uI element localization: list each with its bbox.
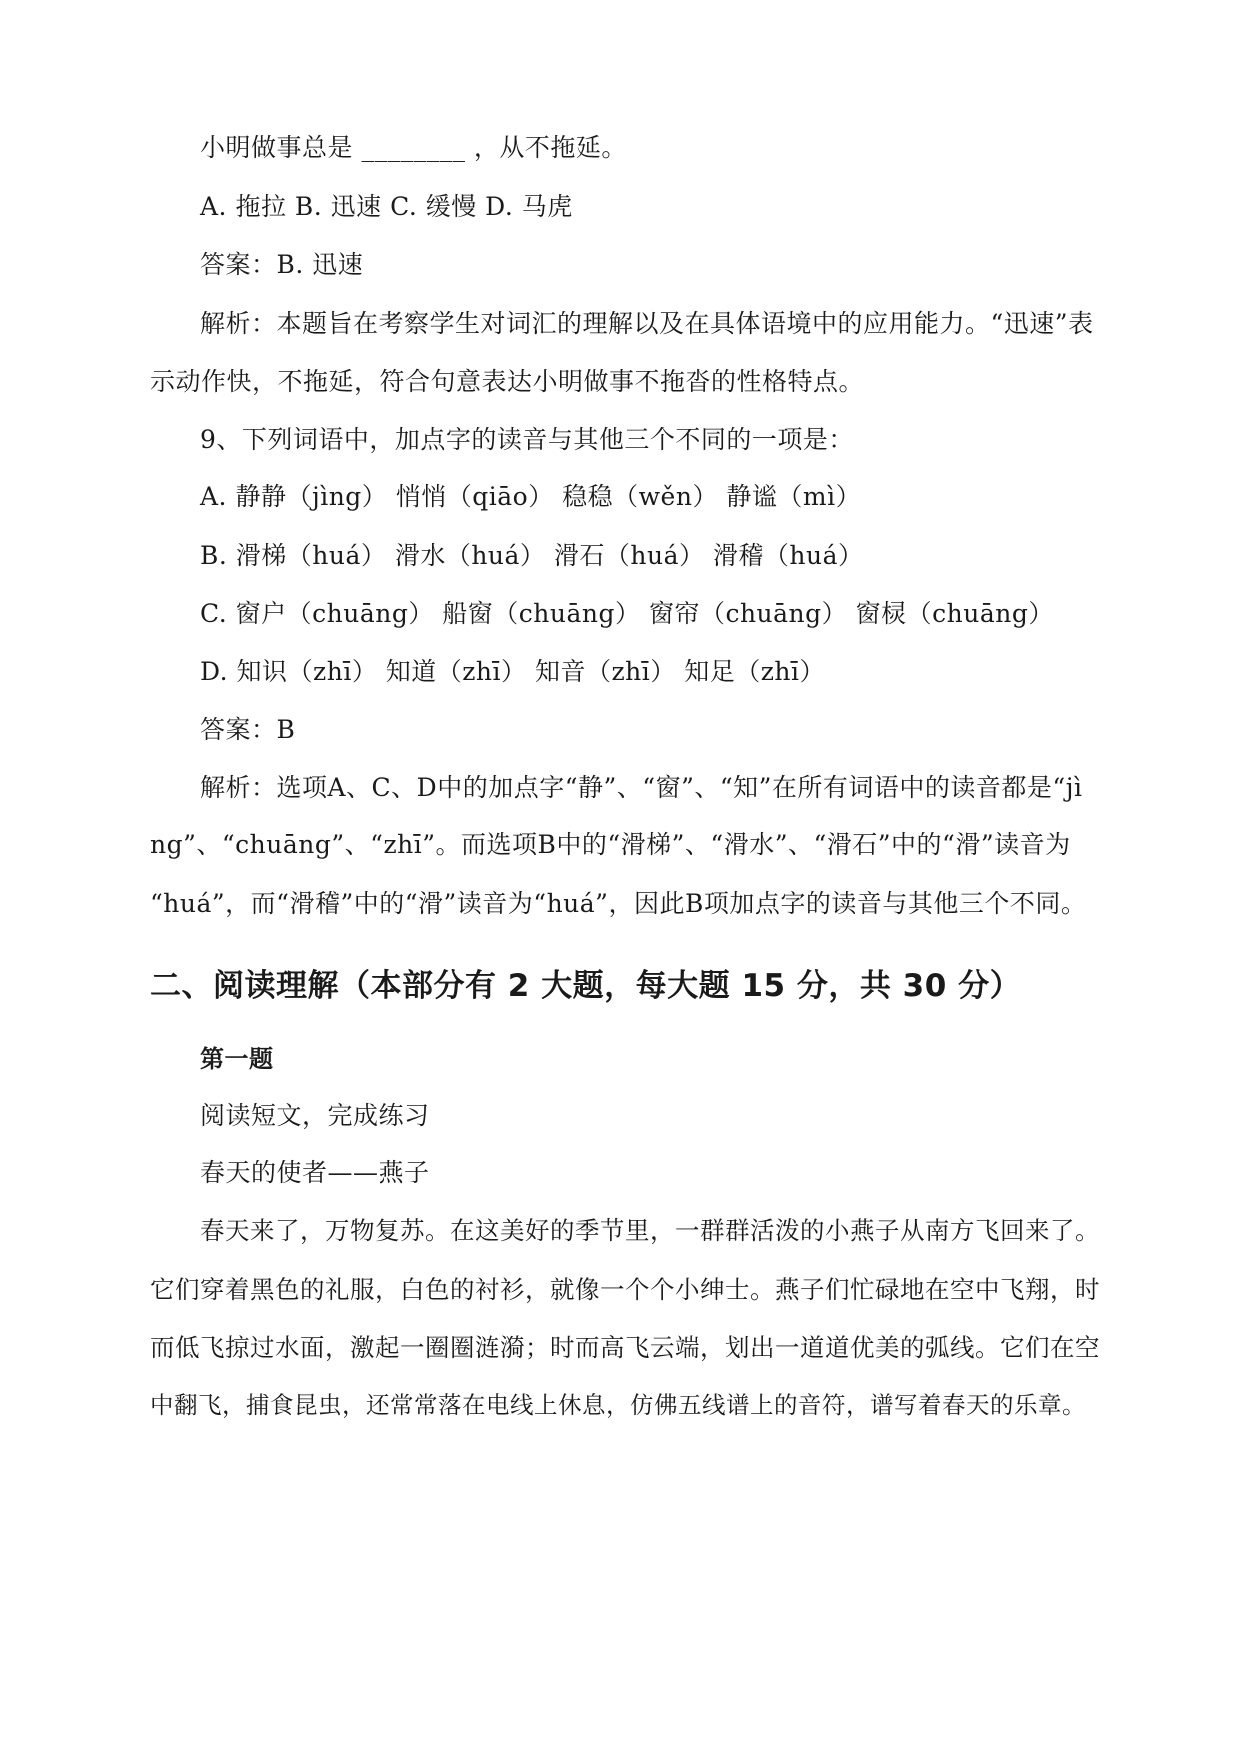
q9-answer: 答案：B	[200, 715, 296, 744]
reading-instruction: 阅读短文，完成练习	[200, 1101, 430, 1130]
q9-stem: 9、下列词语中，加点字的读音与其他三个不同的一项是：	[200, 425, 854, 454]
q8-options: A. 拖拉 B. 迅速 C. 缓慢 D. 马虎	[200, 192, 573, 221]
q8-analysis-line-1: 解析：本题旨在考察学生对词汇的理解以及在具体语境中的应用能力。“迅速”表	[200, 309, 1094, 338]
q9-analysis-line-3: “huá”，而“滑稽”中的“滑”读音为“huá”，因此B项加点字的读音与其他三个不同。	[150, 889, 1087, 918]
q9-option-a: A. 静静（jìng） 悄悄（qiāo） 稳稳（wěn） 静谧（mì）	[200, 482, 862, 511]
passage-line-3: 而低飞掠过水面，激起一圈圈涟漪；时而高飞云端，划出一道道优美的弧线。它们在空	[150, 1333, 1100, 1362]
question-subheading: 第一题	[200, 1045, 274, 1073]
q9-analysis-line-2: ng”、“chuāng”、“zhī”。而选项B中的“滑梯”、“滑水”、“滑石”中的“滑”读音为	[150, 830, 1071, 859]
q9-option-d: D. 知识（zhī） 知道（zhī） 知音（zhī） 知足（zhī）	[200, 657, 825, 686]
q9-analysis-line-1: 解析：选项A、C、D中的加点字“静”、“窗”、“知”在所有词语中的读音都是“jì	[200, 773, 1083, 802]
q9-option-b: B. 滑梯（huá） 滑水（huá） 滑石（huá） 滑稽（huá）	[200, 541, 864, 570]
q8-stem: 小明做事总是 ________ ，从不拖延。	[200, 133, 627, 162]
q9-option-c: C. 窗户（chuāng） 船窗（chuāng） 窗帘（chuāng） 窗棂（chuāng）	[200, 599, 1054, 628]
q8-answer: 答案：B. 迅速	[200, 250, 364, 279]
passage-line-4: 中翻飞，捕食昆虫，还常常落在电线上休息，仿佛五线谱上的音符，谱写着春天的乐章。	[150, 1391, 1086, 1419]
q8-analysis-line-2: 示动作快，不拖延，符合句意表达小明做事不拖沓的性格特点。	[150, 367, 865, 396]
passage-line-2: 它们穿着黑色的礼服，白色的衬衫，就像一个个小绅士。燕子们忙碌地在空中飞翔，时	[150, 1275, 1100, 1304]
passage-title: 春天的使者——燕子	[200, 1158, 430, 1187]
passage-line-1: 春天来了，万物复苏。在这美好的季节里，一群群活泼的小燕子从南方飞回来了。	[200, 1216, 1100, 1245]
section-heading: 二、阅读理解（本部分有 2 大题，每大题 15 分，共 30 分）	[150, 968, 1022, 1004]
